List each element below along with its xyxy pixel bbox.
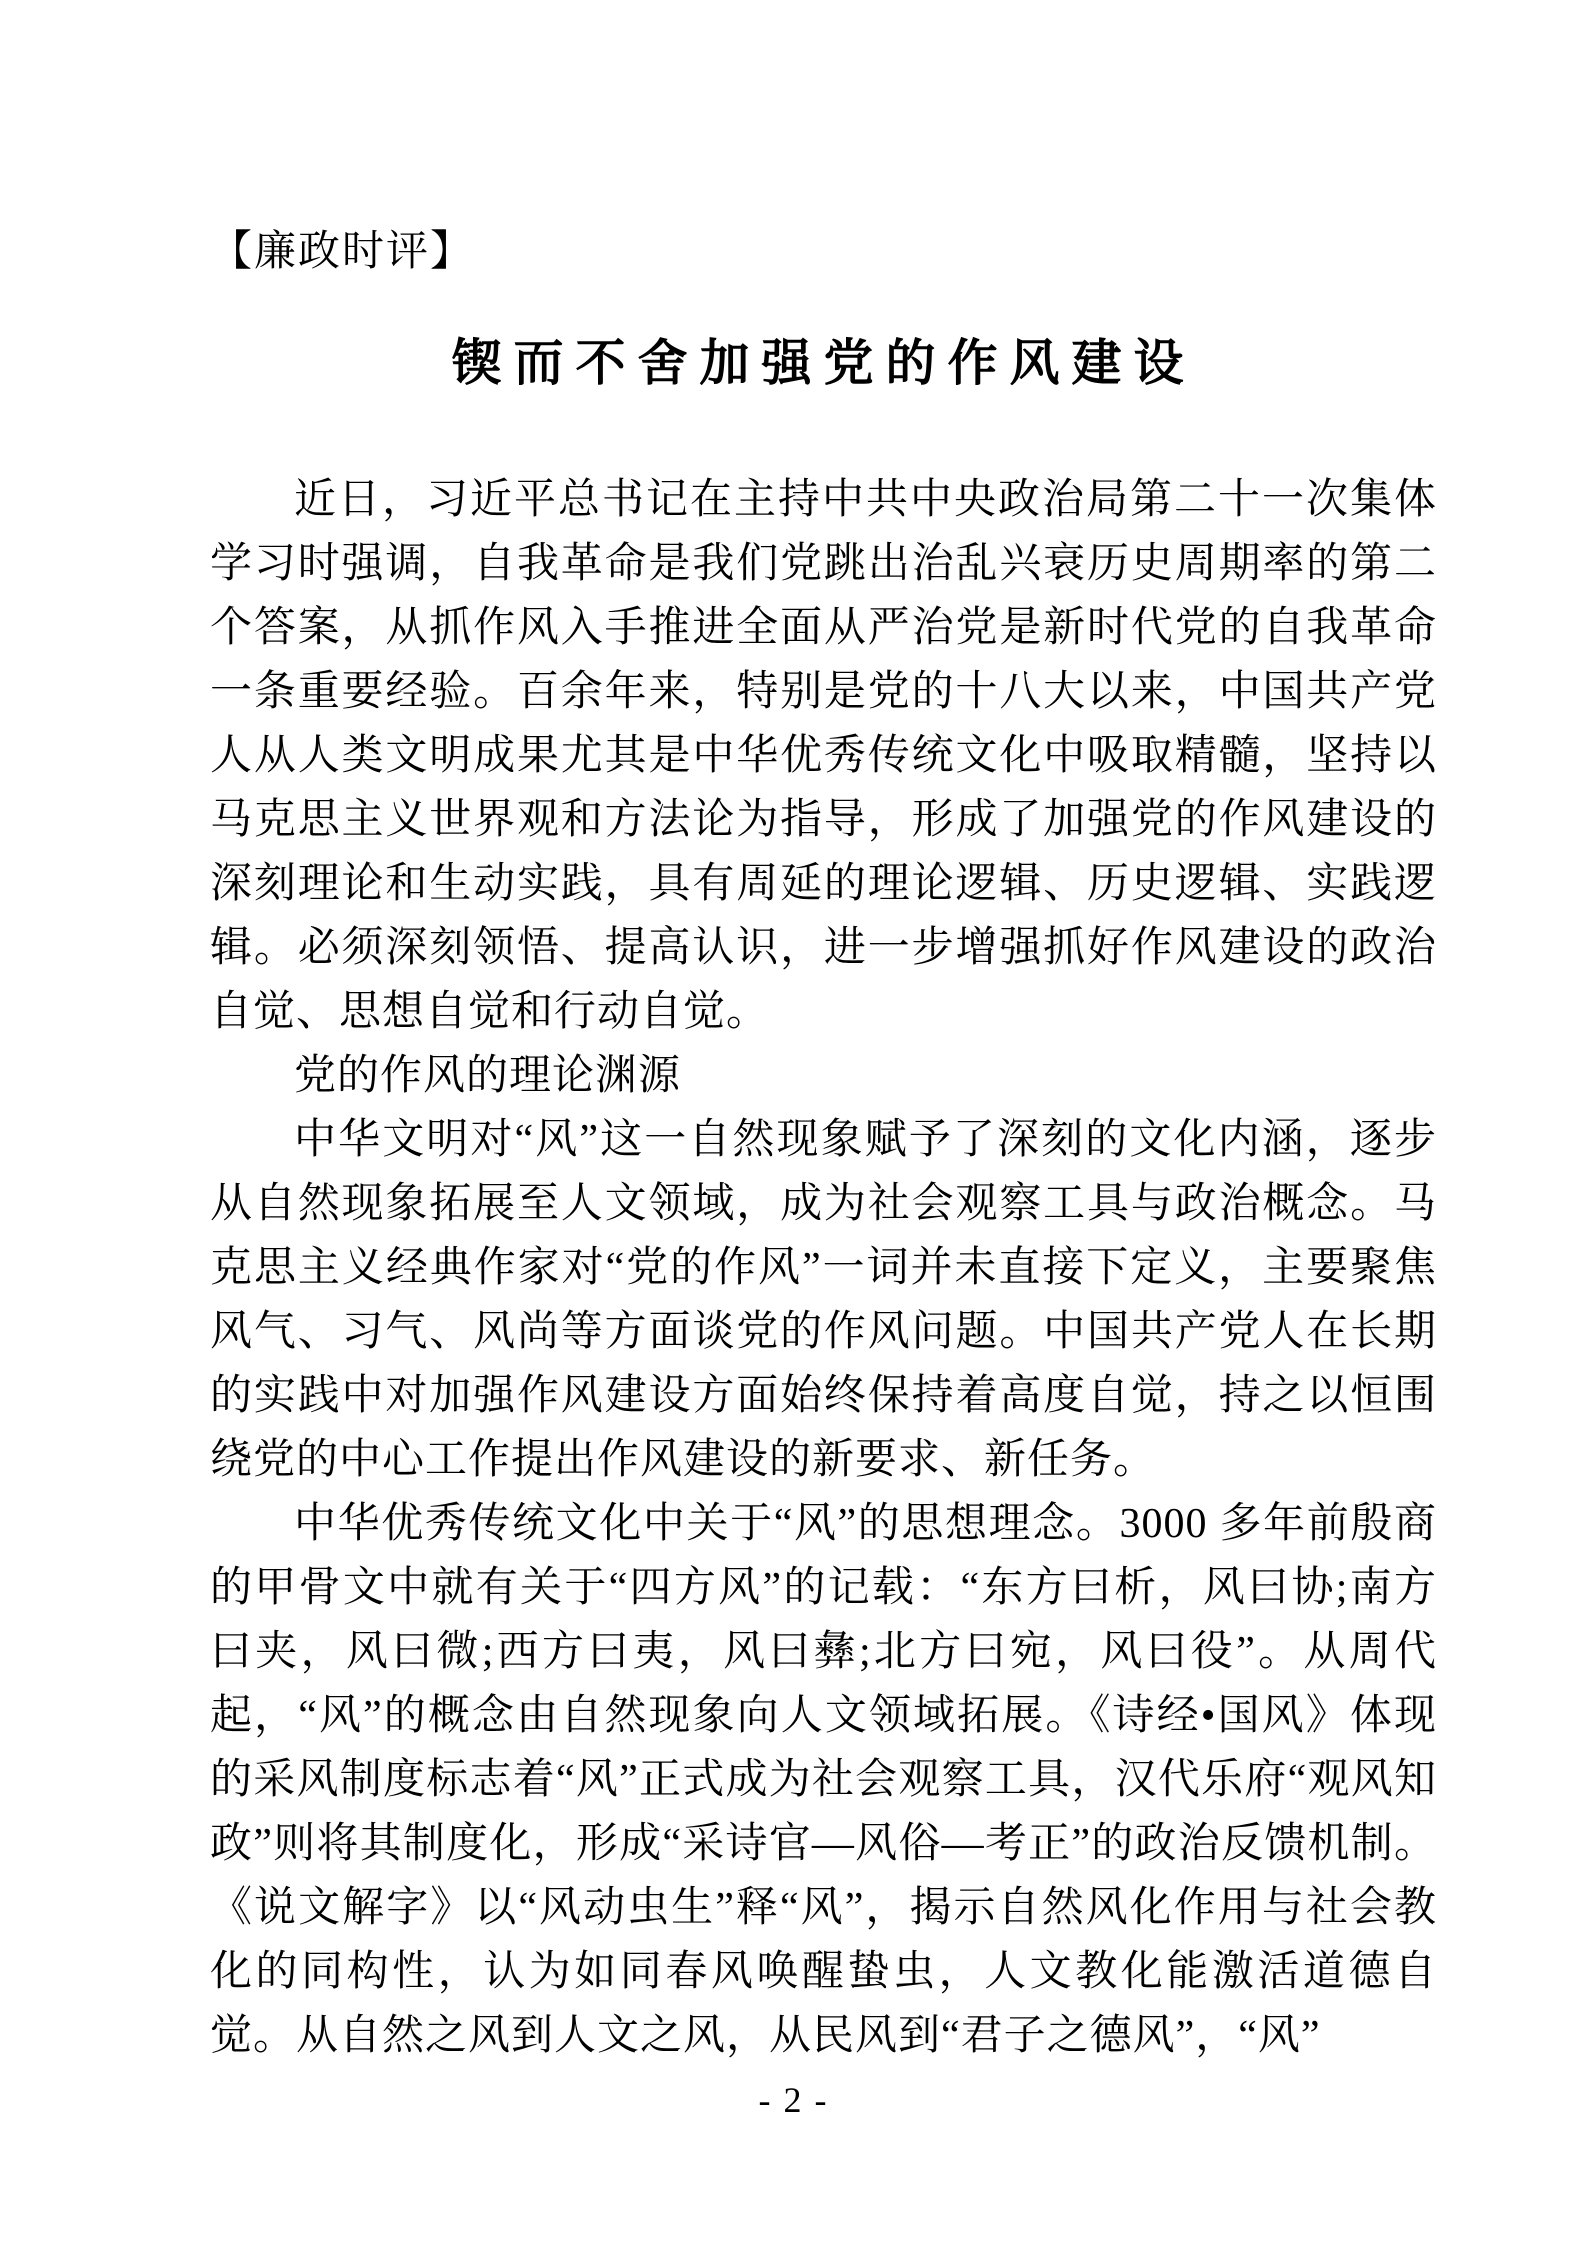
section-subheading: 党的作风的理论渊源	[294, 1053, 682, 1099]
document-body	[210, 468, 1437, 2068]
body-paragraph: 中华文明对“风”这一自然现象赋予了深刻的文化内涵，逐步从自然现象拓展至人文领域，成为社会观察工具与政治概念。马克思主义经典作家对“党的作风”一词并未直接下定义，主要聚焦风气、习气、风尚等方面谈党的作风问题。中国共产党人在长期的实践中对加强作风建设方面始终保持着高度自觉，持之以恒围绕党的中心工作提出作风建设的新要求、新任务。	[210, 1117, 1437, 1483]
page-title: 锲而不舍加强党的作风建设	[451, 335, 1196, 391]
body-paragraph: 近日，习近平总书记在主持中共中央政治局第二十一次集体学习时强调，自我革命是我们党跳出治乱兴衰历史周期率的第二个答案，从抓作风入手推进全面从严治党是新时代党的自我革命一条重要经验。百余年来，特别是党的十八大以来，中国共产党人从人类文明成果尤其是中华优秀传统文化中吸取精髓，坚持以马克思主义世界观和方法论为指导，形成了加强党的作风建设的深刻理论和生动实践，具有周延的理论逻辑、历史逻辑、实践逻辑。必须深刻领悟、提高认识，进一步增强抓好作风建设的政治自觉、思想自觉和行动自觉。	[210, 477, 1437, 1035]
body-paragraph: 中华优秀传统文化中关于“风”的思想理念。3000 多年前殷商的甲骨文中就有关于“四方风”的记载：“东方曰析，风曰协;南方曰夹，风曰微;西方曰夷，风曰彝;北方曰宛，风曰役”。从周代起，“风”的概念由自然现象向人文领域拓展。《诗经•国风》体现的采风制度标志着“风”正式成为社会观察工具，汉代乐府“观风知政”则将其制度化，形成“采诗官—风俗—考正”的政治反馈机制。《说文解字》以“风动虫生”释“风”，揭示自然风化作用与社会教化的同构性，认为如同春风唤醒蛰虫，人文教化能激活道德自觉。从自然之风到人文之风，从民风到“君子之德风”，“风”	[210, 1501, 1437, 2059]
category-tag: 【廉政时评】	[210, 229, 475, 275]
page-number: - 2 -	[758, 2080, 829, 2120]
